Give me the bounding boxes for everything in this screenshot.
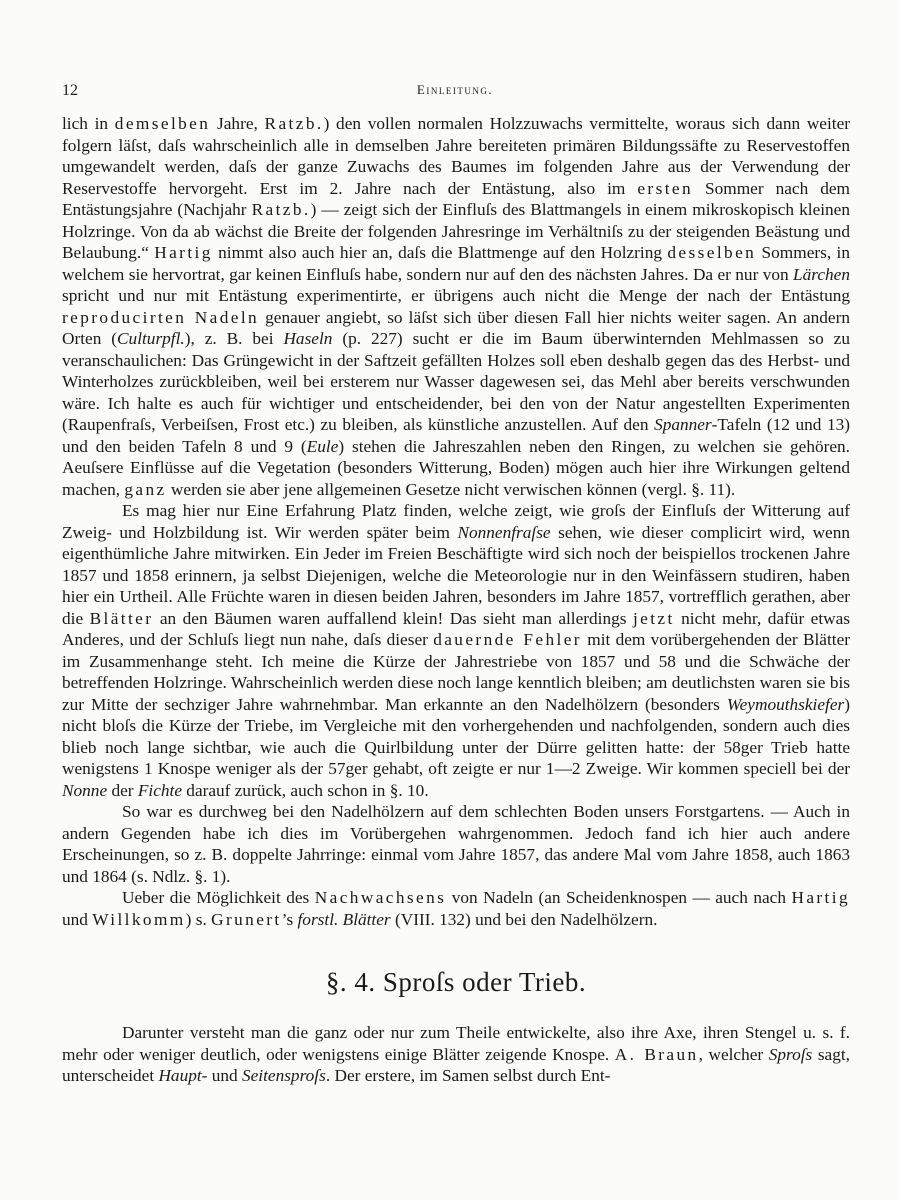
italic-run: Haupt- [158,1066,208,1085]
text-run: und [62,909,93,929]
spaced-run: jetzt [632,608,675,628]
text-run: nicht mehr, dafür etwas Anderes, und der Schluſs liegt nun nahe, daſs dieser [62,608,851,649]
text-run: und [207,1066,242,1085]
spaced-run: Hartig [791,888,851,907]
text-run: Es mag hier nur Eine Erfahrung Platz finden, welche zeigt, wie groſs der Einfluſs der Witterung auf Zweig- und Holzbildung ist. Wir werden später beim [62,501,850,542]
text-run: ) nicht bloſs die Kürze der Triebe, im Vergleiche mit den vorhergehenden und nachfolgenden, sondern auch dies blieb noch lange sichtbar, wie auch die Quirlbildung unter der Dürre gelitten hatte: der 58ger Trieb hatte wenigstens 1 Knospe weniger als der 57ger gehabt, oft zeigte er nur 1—2 Zweige. Wir kommen speciell bei der [62,694,850,778]
text-run: ’s [281,909,298,929]
italic-run: Lärchen [793,264,850,284]
paragraph-forstgarten [62,801,850,887]
section-heading: §. 4. Sproſs oder Trieb. [325,967,587,997]
text-run: genauer angiebt, so läſst sich über diesen Fall hier nichts weiter sagen. An andern Orten ( [62,307,850,348]
text-run: lich in [62,114,115,133]
spaced-run: ersten [637,178,694,198]
italic-run: Nonne [62,780,108,800]
text-run: der [107,780,138,800]
text-run: -Tafeln (12 und 13) und den beiden Tafeln 8 und 9 ( [62,415,850,456]
text-run: von Nadeln (an Scheidenknospen — auch nach [446,888,792,907]
text-run: spricht und nur mit Entästung experimentirte, er übrigens auch nicht die Menge der nach der Entästung [62,286,850,305]
italic-run: forstl. Blätter [297,909,391,929]
spaced-run: Blätter [89,608,154,628]
text-run: sehen, wie dieser complicirt wird, wenn eigenthümliche Jahre mitwirken. Ein Jeder im Freien Beschäftigte wird sich noch der beispiellos trockenen Jahre 1857 und 1858 erinnern, ja selbst Diejenigen, welche die Meteorologie nur in den Weinfässern studiren, haben hier ein Urtheil. Alle Früchte waren in diesen beiden Jahren, besonders im Jahre 1857, vortrefflich gerathen, aber die [62,522,850,628]
text-run: ) stehen die Jahreszahlen neben den Ringen, zu welchen sie gehören. Aeuſsere Einflüsse auf die Vegetation (besonders Witterung, Boden) mögen auch hier ihre Wirkungen geltend machen, [62,436,850,499]
text-run: Sommers, in welchem sie hervortrat, gar keinen Einfluſs habe, sondern nur auf den des nächsten Jahres. Da er nur von [62,243,850,284]
header-title: Einleitung. [416,82,494,97]
spaced-run: Willkomm [92,909,186,929]
spaced-run: reproducirten Nadeln [62,307,260,327]
text-run: , welcher [698,1044,769,1064]
italic-run: Spanner [654,415,712,434]
italic-run: Weymouthskiefer [726,694,845,714]
text-run: Sommer nach dem Entästungsjahre (Nachjahr [62,178,850,219]
text-run: Jahre, [210,114,265,133]
italic-run: Haseln [283,329,333,348]
text-run: sagt, unterscheidet [62,1044,850,1085]
text-run: nimmt also auch hier an, daſs die Blattmenge auf den Holzring [212,243,668,262]
spaced-run: ganz [124,479,167,499]
italic-run: Sproſs [768,1044,813,1064]
text-run: Darunter versteht man die ganz oder nur zum Theile entwickelte, also ihre Axe, ihren Stengel u. s. f. mehr oder weniger deutlich, oder wenigstens einige Blätter zeigende Knospe. [62,1023,850,1064]
text-run: (p. 227) sucht er die im Baum überwinternden Mehlmassen so zu veranschaulichen: Das Grüngewicht in der Saftzeit gefällten Holzes soll eben deshalb gegen das des Herbst- und Winterholzes zurückbleiben, weil bei ersterem nur Wasser dagewesen sei, das Mehl aber bereits verschwunden wäre. Ich halte es auch für wichtiger und entscheidender, bei den von der Natur angestellten Experimenten (Raupenfraſs, Verbeiſsen, Frost etc.) zu bleiben, als künstliche anzustellen. Auf den [62,329,850,434]
spaced-run: Grunert [211,909,282,929]
spaced-run: A. Braun [614,1044,699,1064]
paragraph-nachwachsen [62,887,850,930]
text-run: werden sie aber jene allgemeinen Gesetze nicht verwischen können (vergl. §. 11). [166,479,736,499]
spaced-run: desselben [667,243,757,262]
text-run: an den Bäumen waren auffallend klein! Das sieht man allerdings [153,608,633,628]
spaced-run: Ratzb. [251,200,311,219]
text-run: mit dem vorübergehenden der Blätter im Zusammenhange steht. Ich meine die Kürze der Jahrestriebe von 1857 und 58 und die Schwäche der betreffenden Holzringe. Wahrscheinlich werden diese noch lange kenntlich bleiben; am deutlichsten waren sie bis zur Mitte der sechziger Jahre wahrnehmbar. Man erkannte an den Nadelhölzern (besonders [62,630,851,714]
text-run: So war es durchweg bei den Nadelhölzern auf dem schlechten Boden unsers Forstgartens. — Auch in andern Gegenden habe ich dies im Vorübergehen wahrgenommen. Jedoch fand ich hier auch andere Erscheinungen, so z. B. doppelte Jahrringe: einmal vom Jahre 1857, das andere Mal vom Jahre 1858, auch 1863 und 1864 (s. Ndlz. §. 1). [62,802,850,886]
page-number: 12 [62,82,78,99]
text-run: . Der erstere, im Samen selbst durch Ent- [325,1066,611,1085]
italic-run: Seitensproſs [241,1066,326,1085]
text-run: (VIII. 132) und bei den Nadelhölzern. [390,909,658,929]
italic-run: Eule [306,436,339,456]
italic-run: Culturpfl. [117,329,185,348]
text-run: Ueber die Möglichkeit des [122,888,315,907]
running-head [62,82,848,102]
text-run: ) — zeigt sich der Einfluſs des Blattmangels in einem mikroskopisch kleinen Holzringe. Von da ab wächst die Breite der folgenden Jahresringe im Verhältniſs zu der steigenden Beästung und Belaubung.“ [62,200,850,262]
paragraph-section-4 [62,1022,850,1087]
spaced-run: Ratzb. [264,114,324,133]
text-run: ), z. B. bei [184,329,284,348]
spaced-run: Nachwachsens [314,888,447,907]
italic-run: Fichte [137,780,182,800]
paragraph-weather [62,500,850,801]
text-run: ) s. [185,909,212,929]
spaced-run: demselben [114,114,211,133]
text-run: darauf zurück, auch schon in §. 10. [181,780,429,800]
text-body [62,113,850,1087]
italic-run: Nonnenfraſse [457,522,551,542]
text-run: ) den vollen normalen Holzzuwachs vermittelte, woraus sich dann weiter folgern läſst, daſs wahrscheinlich alle in demselben Jahre bereiteten primären Bildungssäfte zu Reservestoffen umgewandelt werden, daſs der ganze Zuwachs des Baumes im folgenden Jahre aus der Verwendung der Reservestoffe hervorgeht. Erst im 2. Jahre nach der Entästung, also im [62,114,850,198]
spaced-run: dauernde Fehler [433,630,582,649]
paragraph-continued [62,113,850,500]
spaced-run: Hartig [154,243,213,262]
